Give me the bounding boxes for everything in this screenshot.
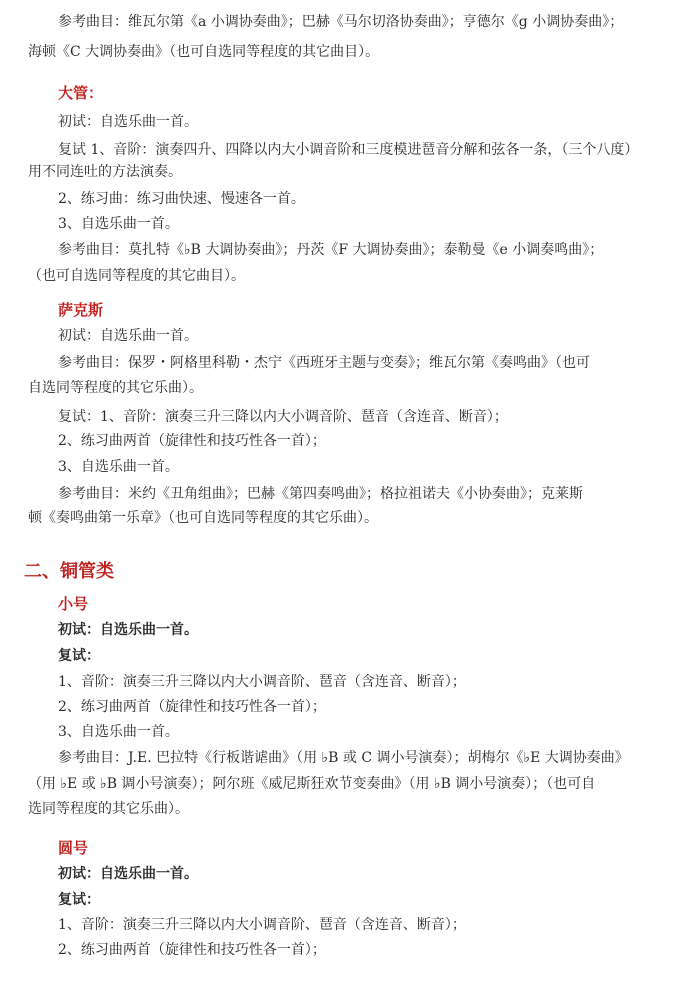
sax-initial-test: 初试：自选乐曲一首。 (58, 328, 198, 344)
top-reference-line-1: 参考曲目：维瓦尔第《a 小调协奏曲》；巴赫《马尔切洛协奏曲》；亨德尔《g 小调协奏曲》； (58, 14, 624, 30)
bassoon-retest-item-1-cont: 用不同连吐的方法演奏。 (28, 164, 182, 180)
horn-item-2: 2、练习曲两首（旋律性和技巧性各一首）； (58, 942, 326, 958)
sax-item-2: 2、练习曲两首（旋律性和技巧性各一首）； (58, 433, 326, 449)
sax-reference-a-line-2: 自选同等程度的其它乐曲）。 (28, 380, 203, 396)
bassoon-reference-line-1: 参考曲目：莫扎特《♭B 大调协奏曲》；丹茨《F 大调协奏曲》；泰勒曼《e 小调奏鸣曲》； (58, 242, 604, 258)
sax-reference-b-line-1: 参考曲目：米约《丑角组曲》；巴赫《第四奏鸣曲》；格拉祖诺夫《小协奏曲》；克莱斯 (58, 486, 583, 502)
top-reference-line-2: 海顿《C 大调协奏曲》（也可自选同等程度的其它曲目）。 (28, 44, 380, 60)
sax-heading: 萨克斯 (58, 301, 104, 319)
trumpet-reference-line-3: 选同等程度的其它乐曲）。 (28, 801, 189, 817)
horn-initial-test: 初试：自选乐曲一首。 (58, 866, 198, 882)
trumpet-reference-line-1: 参考曲目：J.E. 巴拉特《行板谐谑曲》（用 ♭B 或 C 调小号演奏）；胡梅尔《♭E 大调协奏曲》 (58, 750, 629, 766)
sax-item-3: 3、自选乐曲一首。 (58, 459, 179, 475)
trumpet-retest-label: 复试： (58, 648, 100, 664)
bassoon-retest-item-1: 复试 1、音阶：演奏四升、四降以内大小调音阶和三度模进琶音分解和弦各一条，（三个八度） (58, 142, 639, 158)
bassoon-item-2: 2、练习曲：练习曲快速、慢速各一首。 (58, 191, 305, 207)
sax-reference-a-line-1: 参考曲目：保罗・阿格里科勒・杰宁《西班牙主题与变奏》；维瓦尔第《奏鸣曲》（也可 (58, 355, 590, 371)
sax-reference-b-line-2: 顿《奏鸣曲第一乐章》（也可自选同等程度的其它乐曲）。 (28, 510, 378, 526)
bassoon-initial-test: 初试：自选乐曲一首。 (58, 114, 198, 130)
sax-retest-item-1: 复试：1、音阶：演奏三升三降以内大小调音阶、琶音（含连音、断音）； (58, 409, 508, 425)
horn-retest-label: 复试： (58, 892, 100, 908)
trumpet-reference-line-2: （用 ♭E 或 ♭B 调小号演奏）；阿尔班《威尼斯狂欢节变奏曲》（用 ♭B 调小号演奏）；（也可自 (28, 776, 596, 792)
trumpet-initial-test: 初试：自选乐曲一首。 (58, 622, 198, 638)
horn-heading: 圆号 (58, 839, 89, 857)
trumpet-item-1: 1、音阶：演奏三升三降以内大小调音阶、琶音（含连音、断音）； (58, 674, 466, 690)
trumpet-heading: 小号 (58, 595, 89, 613)
horn-item-1: 1、音阶：演奏三升三降以内大小调音阶、琶音（含连音、断音）； (58, 917, 466, 933)
bassoon-heading: 大管： (58, 84, 104, 102)
bassoon-reference-line-2: （也可自选同等程度的其它曲目）。 (28, 268, 245, 284)
trumpet-item-3: 3、自选乐曲一首。 (58, 724, 179, 740)
trumpet-item-2: 2、练习曲两首（旋律性和技巧性各一首）； (58, 699, 326, 715)
bassoon-item-3: 3、自选乐曲一首。 (58, 216, 179, 232)
brass-section-heading: 二、铜管类 (24, 561, 114, 582)
